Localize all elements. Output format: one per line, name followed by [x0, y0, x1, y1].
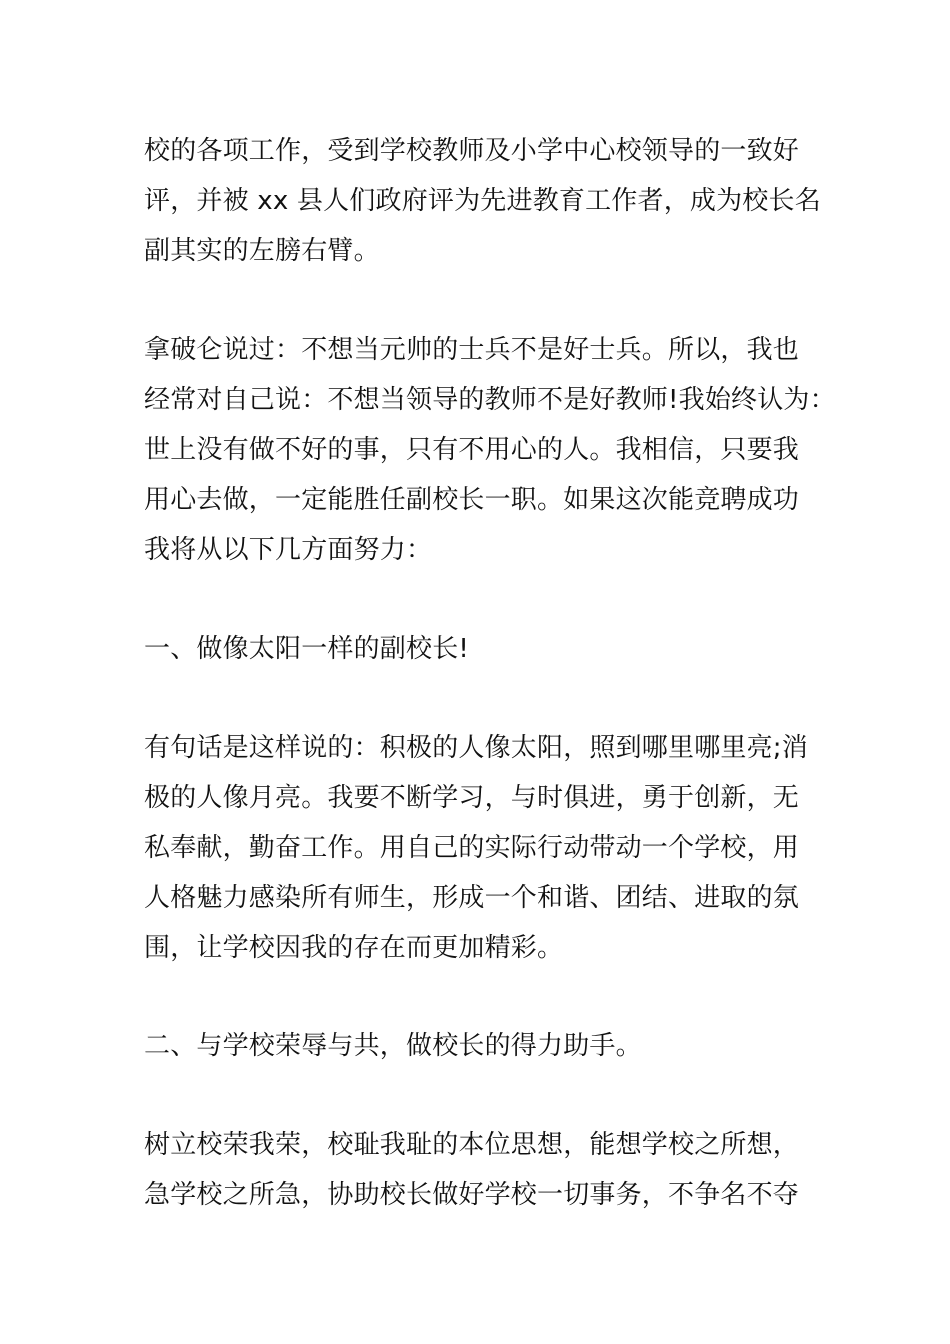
- paragraph-2-line-4: 用心去做，一定能胜任副校长一职。如果这次能竞聘成功: [144, 485, 800, 515]
- paragraph-1-line-1: 校的各项工作，受到学校教师及小学中心校领导的一致好: [144, 136, 800, 166]
- paragraph-4-line-1: 树立校荣我荣，校耻我耻的本位思想，能想学校之所想，: [144, 1130, 800, 1160]
- paragraph-3-line-3: 私奉献，勤奋工作。用自己的实际行动带动一个学校，用: [144, 833, 800, 863]
- paragraph-3-line-5: 围，让学校因我的存在而更加精彩。: [144, 933, 564, 963]
- paragraph-2-line-1: 拿破仑说过：不想当元帅的士兵不是好士兵。所以，我也: [144, 335, 800, 365]
- paragraph-2-line-5: 我将从以下几方面努力：: [144, 535, 433, 565]
- paragraph-4-line-2: 急学校之所急，协助校长做好学校一切事务，不争名不夺: [144, 1180, 800, 1210]
- paragraph-2-line-2: 经常对自己说：不想当领导的教师不是好教师!我始终认为：: [144, 385, 836, 415]
- paragraph-3-line-4: 人格魅力感染所有师生，形成一个和谐、团结、进取的氛: [144, 883, 800, 913]
- paragraph-1-line-3: 副其实的左膀右臂。: [144, 236, 380, 266]
- paragraph-2-line-3: 世上没有做不好的事，只有不用心的人。我相信，只要我: [144, 435, 800, 465]
- section-heading-1: 一、做像太阳一样的副校长!: [144, 634, 470, 664]
- paragraph-3-line-2: 极的人像月亮。我要不断学习，与时俱进，勇于创新，无: [144, 783, 800, 813]
- paragraph-1-line-2: 评，并被 xx 县人们政府评为先进教育工作者，成为校长名: [144, 186, 821, 216]
- paragraph-3-line-1: 有句话是这样说的：积极的人像太阳，照到哪里哪里亮;消: [144, 733, 808, 763]
- section-heading-2: 二、与学校荣辱与共，做校长的得力助手。: [144, 1031, 642, 1061]
